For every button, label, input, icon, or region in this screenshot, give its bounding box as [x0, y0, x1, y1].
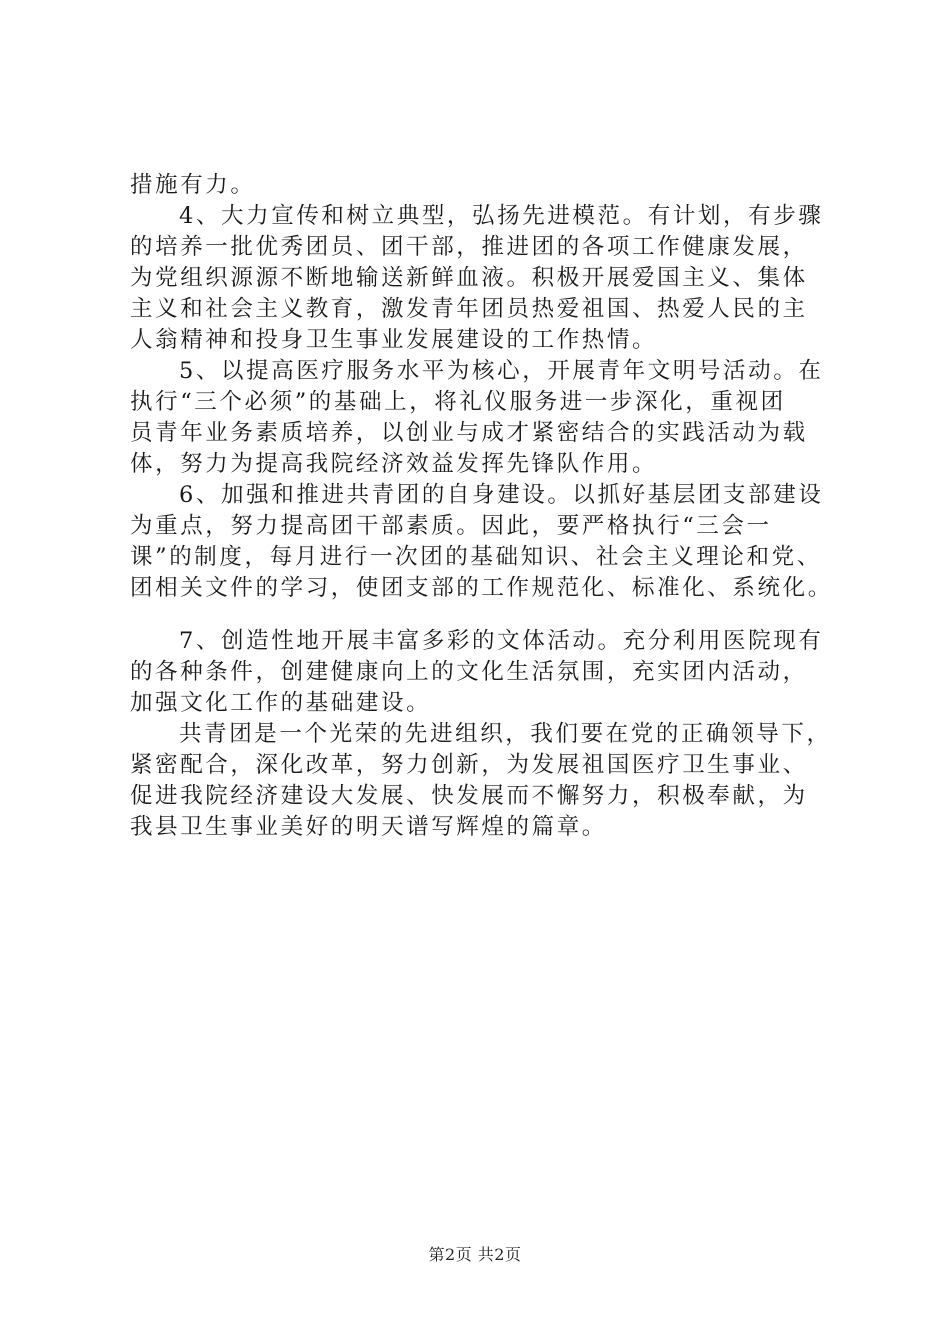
- text-line: 措施有力。: [130, 172, 256, 198]
- paragraph-gap: [130, 604, 850, 626]
- text-line: 体，努力为提高我院经济效益发挥先锋队作用。: [130, 451, 658, 477]
- paragraph-4-line: 4、大力宣传和树立典型，弘扬先进模范。有计划，有步骤: [179, 203, 824, 229]
- text-line: 为党组织源源不断地输送新鲜血液。积极开展爱国主义、集体: [130, 265, 808, 291]
- text-line: 我县卫生事业美好的明天谱写辉煌的篇章。: [130, 814, 607, 840]
- text-line: 紧密配合，深化改革，努力创新，为发展祖国医疗卫生事业、: [130, 752, 808, 778]
- text-line: 课”的制度，每月进行一次团的基础知识、社会主义理论和党、: [130, 544, 822, 570]
- text-line: 员青年业务素质培养，以创业与成才紧密结合的实践活动为载: [130, 420, 808, 446]
- paragraph-7-line: 7、创造性地开展丰富多彩的文体活动。充分利用医院现有: [179, 628, 824, 654]
- text-line: 的培养一批优秀团员、团干部，推进团的各项工作健康发展，: [130, 234, 808, 260]
- paragraph-6-line: 6、加强和推进共青团的自身建设。以抓好基层团支部建设: [179, 482, 824, 508]
- text-line: 人翁精神和投身卫生事业发展建设的工作热情。: [130, 327, 658, 353]
- text-line: 主义和社会主义教育，激发青年团员热爱祖国、热爱人民的主: [130, 296, 808, 322]
- text-line: 为重点，努力提高团干部素质。因此，要严格执行“三会一: [130, 513, 772, 539]
- document-body: [130, 170, 850, 843]
- text-line: 促进我院经济建设大发展、快发展而不懈努力，积极奉献，为: [130, 783, 808, 809]
- page-number-footer: 第2页 共2页: [428, 1245, 522, 1264]
- closing-paragraph-line: 共青团是一个光荣的先进组织，我们要在党的正确领导下，: [179, 721, 832, 747]
- paragraph-5-line: 5、以提高医疗服务水平为核心，开展青年文明号活动。在: [179, 358, 824, 384]
- text-line: 的各种条件，创建健康向上的文化生活氛围，充实团内活动，: [130, 659, 808, 685]
- text-line: 团相关文件的学习，使团支部的工作规范化、标准化、系统化。: [130, 575, 833, 601]
- text-line: 执行“三个必须”的基础上，将礼仪服务进一步深化，重视团: [130, 389, 786, 415]
- text-line: 加强文化工作的基础建设。: [130, 690, 432, 716]
